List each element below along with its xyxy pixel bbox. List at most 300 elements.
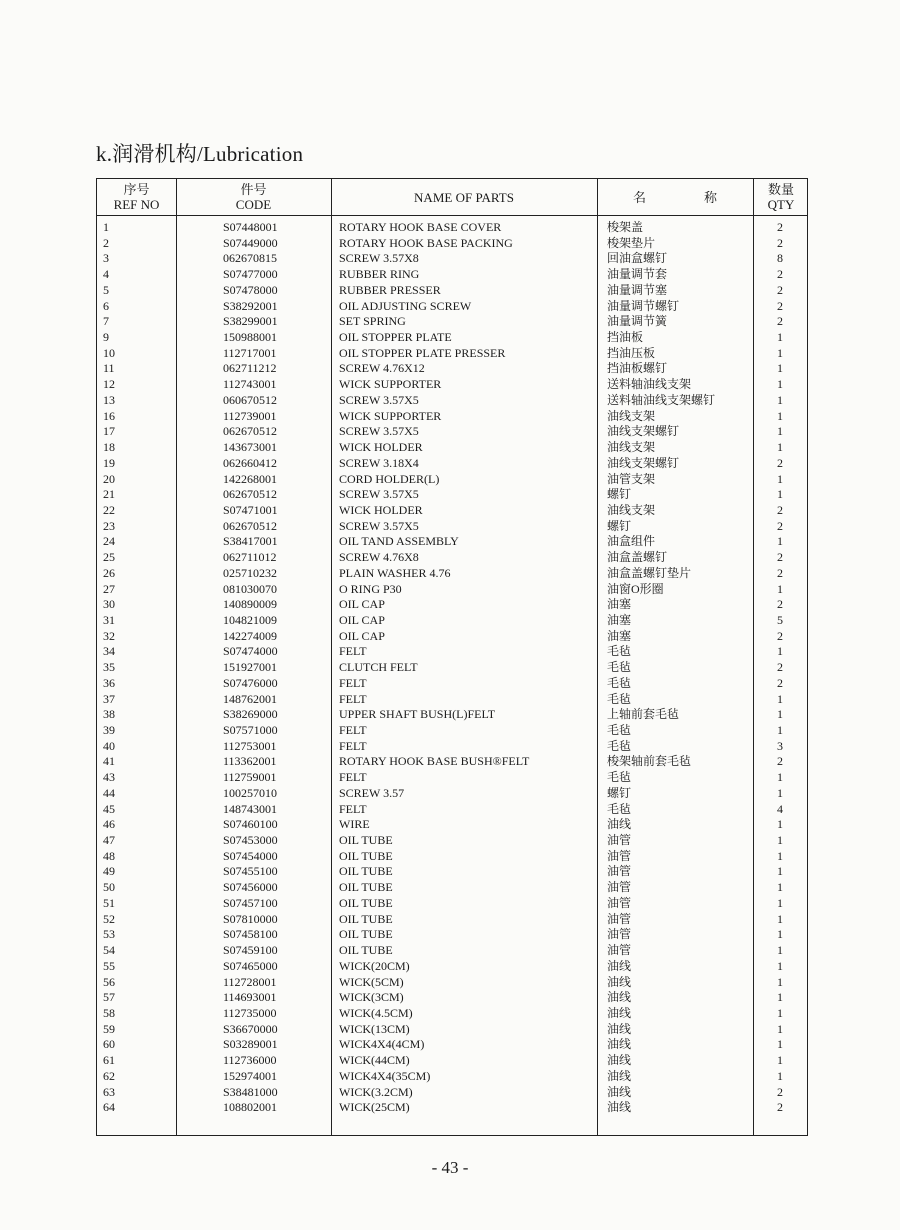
table-row <box>97 959 807 975</box>
part-name-cell: WICK4X4(4CM) <box>339 1037 425 1052</box>
code-cell: 112736000 <box>223 1053 277 1068</box>
part-name-cell: OIL TAND ASSEMBLY <box>339 534 459 549</box>
table-row <box>97 1022 807 1038</box>
code-cell: 113362001 <box>223 754 277 769</box>
chinese-name-cell: 油量调节塞 <box>607 282 668 297</box>
part-name-cell: WICK4X4(35CM) <box>339 1068 431 1083</box>
ref-cell: 43 <box>103 770 115 785</box>
part-name-cell: SCREW 3.57X5 <box>339 392 419 407</box>
qty-cell: 2 <box>777 455 783 470</box>
qty-cell: 1 <box>777 330 783 345</box>
part-name-cell: RUBBER PRESSER <box>339 282 441 297</box>
page-number: - 43 - <box>431 1158 469 1177</box>
table-row <box>97 754 807 770</box>
ref-cell: 63 <box>103 1084 115 1099</box>
qty-cell: 1 <box>777 487 783 502</box>
code-cell: 142268001 <box>223 471 277 486</box>
code-cell: 148743001 <box>223 801 277 816</box>
qty-cell: 2 <box>777 565 783 580</box>
qty-cell: 2 <box>777 754 783 769</box>
chinese-name-cell: 油塞 <box>607 597 632 612</box>
part-name-cell: FELT <box>339 691 367 706</box>
code-cell: S07571000 <box>223 723 278 737</box>
parts-table <box>96 178 808 1136</box>
chinese-name-cell: 送料轴油线支架螺钉 <box>607 392 716 407</box>
chinese-name-cell: 油线 <box>607 958 632 973</box>
qty-cell: 2 <box>777 660 783 675</box>
part-name-cell: FELT <box>339 801 367 816</box>
table-row <box>97 330 807 346</box>
code-cell: S03289001 <box>223 1037 278 1052</box>
part-name-cell: OIL CAP <box>339 628 385 643</box>
table-row <box>97 550 807 566</box>
ref-cell: 22 <box>103 502 115 517</box>
ref-cell: 38 <box>103 707 115 722</box>
ref-cell: 1 <box>103 220 109 234</box>
ref-cell: 10 <box>103 345 115 360</box>
table-row <box>97 692 807 708</box>
part-name-cell: OIL TUBE <box>339 911 393 926</box>
ref-cell: 44 <box>103 785 115 800</box>
code-cell: S07459100 <box>223 943 278 958</box>
table-row <box>97 424 807 440</box>
code-cell: S38481000 <box>223 1084 278 1099</box>
qty-cell: 1 <box>777 392 783 407</box>
chinese-name-cell: 油线 <box>607 1037 632 1052</box>
header-name <box>331 179 597 215</box>
qty-cell: 1 <box>777 785 783 800</box>
chinese-name-cell: 油线 <box>607 1100 632 1115</box>
qty-cell: 1 <box>777 833 783 848</box>
qty-cell: 1 <box>777 691 783 706</box>
ref-cell: 21 <box>103 487 115 502</box>
header-name-en: NAME OF PARTS <box>414 189 514 205</box>
ref-cell: 7 <box>103 314 109 329</box>
part-name-cell: WICK HOLDER <box>339 502 423 517</box>
table-row <box>97 377 807 393</box>
part-name-cell: FELT <box>339 644 367 659</box>
part-name-cell: FELT <box>339 738 367 753</box>
chinese-name-cell: 油塞 <box>607 612 632 627</box>
code-cell: S07456000 <box>223 880 278 895</box>
table-row <box>97 1100 807 1116</box>
chinese-name-cell: 梭架垫片 <box>607 235 656 250</box>
code-cell: S07477000 <box>223 267 278 282</box>
chinese-name-cell: 油量调节簧 <box>607 314 668 329</box>
qty-cell: 2 <box>777 550 783 565</box>
table-row <box>97 770 807 786</box>
code-cell: 112739001 <box>223 408 277 423</box>
part-name-cell: WIRE <box>339 817 370 832</box>
header-qty <box>753 179 809 215</box>
part-name-cell: WICK(20CM) <box>339 958 410 973</box>
code-cell: S07478000 <box>223 282 278 297</box>
ref-cell: 30 <box>103 597 115 612</box>
qty-cell: 2 <box>777 628 783 643</box>
qty-cell: 2 <box>777 314 783 329</box>
part-name-cell: CLUTCH FELT <box>339 660 418 675</box>
header-cn-a: 名 <box>633 189 647 205</box>
ref-cell: 41 <box>103 754 115 769</box>
ref-cell: 48 <box>103 848 115 863</box>
ref-cell: 25 <box>103 550 115 565</box>
ref-cell: 53 <box>103 927 115 942</box>
table-row <box>97 1006 807 1022</box>
qty-cell: 2 <box>777 1084 783 1099</box>
chinese-name-cell: 上轴前套毛毡 <box>607 707 680 722</box>
ref-cell: 3 <box>103 251 109 266</box>
table-row <box>97 896 807 912</box>
table-row <box>97 943 807 959</box>
section-title: k.润滑机构/Lubrication <box>96 142 304 166</box>
part-name-cell: FELT <box>339 770 367 785</box>
code-cell: 062711012 <box>223 550 277 565</box>
chinese-name-cell: 梭架盖 <box>607 220 644 234</box>
code-cell: S07465000 <box>223 958 278 973</box>
code-cell: 143673001 <box>223 440 277 455</box>
part-name-cell: WICK(3CM) <box>339 990 404 1005</box>
ref-cell: 51 <box>103 895 115 910</box>
table-row <box>97 582 807 598</box>
table-row <box>97 802 807 818</box>
part-name-cell: SCREW 3.57X8 <box>339 251 419 266</box>
table-row <box>97 817 807 833</box>
chinese-name-cell: 油管 <box>607 895 632 910</box>
chinese-name-cell: 油管支架 <box>607 471 656 486</box>
ref-cell: 54 <box>103 943 115 958</box>
part-name-cell: OIL TUBE <box>339 880 393 895</box>
code-cell: 151927001 <box>223 660 277 675</box>
code-cell: 112717001 <box>223 345 277 360</box>
code-cell: 062670815 <box>223 251 277 266</box>
ref-cell: 36 <box>103 675 115 690</box>
table-row <box>97 833 807 849</box>
qty-cell: 2 <box>777 282 783 297</box>
chinese-name-cell: 油线支架 <box>607 502 656 517</box>
chinese-name-cell: 油塞 <box>607 628 632 643</box>
chinese-name-cell: 油线 <box>607 1005 632 1020</box>
ref-cell: 35 <box>103 660 115 675</box>
ref-cell: 57 <box>103 990 115 1005</box>
qty-cell: 3 <box>777 738 783 753</box>
table-row <box>97 1085 807 1101</box>
table-row <box>97 912 807 928</box>
ref-cell: 27 <box>103 581 115 596</box>
part-name-cell: ROTARY HOOK BASE BUSH®FELT <box>339 754 530 769</box>
chinese-name-cell: 油管 <box>607 833 632 848</box>
header-cn-b: 称 <box>703 189 717 205</box>
chinese-name-cell: 油量调节螺钉 <box>607 298 680 313</box>
part-name-cell: WICK(44CM) <box>339 1053 410 1068</box>
table-row <box>97 975 807 991</box>
code-cell: 060670512 <box>223 392 277 407</box>
ref-cell: 26 <box>103 565 115 580</box>
ref-cell: 9 <box>103 330 109 345</box>
qty-cell: 1 <box>777 974 783 989</box>
ref-cell: 55 <box>103 958 115 973</box>
code-cell: 062670512 <box>223 518 277 533</box>
table-row <box>97 1053 807 1069</box>
chinese-name-cell: 油管 <box>607 864 632 879</box>
qty-cell: 1 <box>777 723 783 737</box>
chinese-name-cell: 油量调节套 <box>607 267 668 282</box>
header-qty-en: QTY <box>767 197 795 212</box>
qty-cell: 1 <box>777 1005 783 1020</box>
table-row <box>97 487 807 503</box>
chinese-name-cell: 螺钉 <box>607 785 632 800</box>
code-cell: S07453000 <box>223 833 278 848</box>
code-cell: 062660412 <box>223 455 277 470</box>
code-cell: 152974001 <box>223 1068 277 1083</box>
code-cell: S07476000 <box>223 675 278 690</box>
table-row <box>97 299 807 315</box>
part-name-cell: CORD HOLDER(L) <box>339 471 440 486</box>
chinese-name-cell: 回油盒螺钉 <box>607 251 668 266</box>
part-name-cell: PLAIN WASHER 4.76 <box>339 565 451 580</box>
part-name-cell: SET SPRING <box>339 314 406 329</box>
header-cn-name <box>597 179 753 215</box>
code-cell: 081030070 <box>223 581 277 596</box>
header-divider <box>97 215 807 216</box>
ref-cell: 31 <box>103 612 115 627</box>
chinese-name-cell: 梭架轴前套毛毡 <box>607 754 692 769</box>
part-name-cell: OIL TUBE <box>339 864 393 879</box>
code-cell: 150988001 <box>223 330 277 345</box>
table-row <box>97 267 807 283</box>
ref-cell: 17 <box>103 424 115 439</box>
part-name-cell: RUBBER RING <box>339 267 420 282</box>
qty-cell: 1 <box>777 408 783 423</box>
qty-cell: 1 <box>777 707 783 722</box>
chinese-name-cell: 毛毡 <box>607 644 632 659</box>
code-cell: S07474000 <box>223 644 278 659</box>
code-cell: 112743001 <box>223 377 277 392</box>
qty-cell: 1 <box>777 880 783 895</box>
qty-cell: 1 <box>777 990 783 1005</box>
code-cell: S07471001 <box>223 502 278 517</box>
code-cell: 140890009 <box>223 597 277 612</box>
part-name-cell: WICK(5CM) <box>339 974 404 989</box>
code-cell: 025710232 <box>223 565 277 580</box>
chinese-name-cell: 螺钉 <box>607 487 632 502</box>
table-row <box>97 393 807 409</box>
chinese-name-cell: 油线 <box>607 1021 632 1036</box>
ref-cell: 52 <box>103 911 115 926</box>
ref-cell: 40 <box>103 738 115 753</box>
table-row <box>97 660 807 676</box>
table-row <box>97 864 807 880</box>
table-row <box>97 361 807 377</box>
chinese-name-cell: 油管 <box>607 927 632 942</box>
ref-cell: 46 <box>103 817 115 832</box>
part-name-cell: SCREW 3.57 <box>339 785 405 800</box>
table-row <box>97 220 807 236</box>
code-cell: 062711212 <box>223 361 277 376</box>
code-cell: S38269000 <box>223 707 278 722</box>
chinese-name-cell: 油管 <box>607 943 632 958</box>
chinese-name-cell: 油线 <box>607 1053 632 1068</box>
part-name-cell: OIL ADJUSTING SCREW <box>339 298 472 313</box>
chinese-name-cell: 油线 <box>607 1068 632 1083</box>
qty-cell: 1 <box>777 534 783 549</box>
qty-cell: 1 <box>777 817 783 832</box>
part-name-cell: WICK(4.5CM) <box>339 1005 413 1020</box>
table-row <box>97 849 807 865</box>
qty-cell: 1 <box>777 424 783 439</box>
code-cell: 112728001 <box>223 974 277 989</box>
table-row <box>97 880 807 896</box>
table-row <box>97 676 807 692</box>
qty-cell: 4 <box>777 801 783 816</box>
ref-cell: 16 <box>103 408 115 423</box>
chinese-name-cell: 油线支架 <box>607 408 656 423</box>
part-name-cell: OIL TUBE <box>339 848 393 863</box>
chinese-name-cell: 挡油板螺钉 <box>607 361 668 376</box>
table-row <box>97 503 807 519</box>
table-row <box>97 927 807 943</box>
part-name-cell: WICK SUPPORTER <box>339 377 442 392</box>
qty-cell: 1 <box>777 927 783 942</box>
code-cell: 142274009 <box>223 628 277 643</box>
qty-cell: 2 <box>777 675 783 690</box>
table-row <box>97 236 807 252</box>
qty-cell: 1 <box>777 864 783 879</box>
part-name-cell: OIL STOPPER PLATE PRESSER <box>339 345 506 360</box>
table-row <box>97 440 807 456</box>
chinese-name-cell: 螺钉 <box>607 518 632 533</box>
ref-cell: 20 <box>103 471 115 486</box>
table-row <box>97 707 807 723</box>
qty-cell: 2 <box>777 220 783 234</box>
part-name-cell: WICK SUPPORTER <box>339 408 442 423</box>
chinese-name-cell: 油线支架 <box>607 440 656 455</box>
code-cell: 148762001 <box>223 691 277 706</box>
qty-cell: 1 <box>777 770 783 785</box>
part-name-cell: SCREW 4.76X12 <box>339 361 425 376</box>
qty-cell: 2 <box>777 502 783 517</box>
qty-cell: 1 <box>777 943 783 958</box>
ref-cell: 49 <box>103 864 115 879</box>
part-name-cell: FELT <box>339 723 367 737</box>
header-ref-cn: 序号 <box>123 182 150 197</box>
ref-cell: 58 <box>103 1005 115 1020</box>
ref-cell: 34 <box>103 644 115 659</box>
qty-cell: 2 <box>777 298 783 313</box>
qty-cell: 2 <box>777 267 783 282</box>
part-name-cell: SCREW 3.18X4 <box>339 455 419 470</box>
code-cell: S07449000 <box>223 235 278 250</box>
header-code-cn: 件号 <box>240 182 267 197</box>
table-row <box>97 990 807 1006</box>
chinese-name-cell: 油线 <box>607 817 632 832</box>
part-name-cell: WICK(25CM) <box>339 1100 410 1115</box>
ref-cell: 50 <box>103 880 115 895</box>
chinese-name-cell: 油线支架螺钉 <box>607 455 680 470</box>
part-name-cell: OIL CAP <box>339 597 385 612</box>
code-cell: S07448001 <box>223 220 278 234</box>
table-row <box>97 739 807 755</box>
qty-cell: 2 <box>777 235 783 250</box>
qty-cell: 1 <box>777 345 783 360</box>
part-name-cell: OIL TUBE <box>339 895 393 910</box>
chinese-name-cell: 油窗O形圈 <box>607 581 664 596</box>
header-code <box>176 179 331 215</box>
qty-cell: 1 <box>777 440 783 455</box>
header-ref <box>97 179 176 215</box>
part-name-cell: SCREW 3.57X5 <box>339 518 419 533</box>
part-name-cell: WICK(3.2CM) <box>339 1084 413 1099</box>
chinese-name-cell: 挡油板 <box>607 330 644 345</box>
chinese-name-cell: 油盒组件 <box>607 534 656 549</box>
part-name-cell: O RING P30 <box>339 581 402 596</box>
code-cell: S38292001 <box>223 298 278 313</box>
ref-cell: 23 <box>103 518 115 533</box>
qty-cell: 1 <box>777 1068 783 1083</box>
table-row <box>97 597 807 613</box>
part-name-cell: SCREW 4.76X8 <box>339 550 419 565</box>
ref-cell: 18 <box>103 440 115 455</box>
code-cell: S07457100 <box>223 895 278 910</box>
chinese-name-cell: 油管 <box>607 848 632 863</box>
chinese-name-cell: 油管 <box>607 911 632 926</box>
chinese-name-cell: 油管 <box>607 880 632 895</box>
part-name-cell: ROTARY HOOK BASE COVER <box>339 220 502 234</box>
code-cell: 062670512 <box>223 487 277 502</box>
code-cell: S07810000 <box>223 911 278 926</box>
chinese-name-cell: 毛毡 <box>607 691 632 706</box>
code-cell: 112759001 <box>223 770 277 785</box>
ref-cell: 5 <box>103 282 109 297</box>
part-name-cell: OIL TUBE <box>339 943 393 958</box>
chinese-name-cell: 油线支架螺钉 <box>607 424 680 439</box>
chinese-name-cell: 毛毡 <box>607 660 632 675</box>
table-row <box>97 472 807 488</box>
qty-cell: 1 <box>777 1053 783 1068</box>
table-row <box>97 534 807 550</box>
table-row <box>97 346 807 362</box>
part-name-cell: OIL CAP <box>339 612 385 627</box>
code-cell: 100257010 <box>223 785 277 800</box>
qty-cell: 1 <box>777 895 783 910</box>
code-cell: S38417001 <box>223 534 278 549</box>
code-cell: 062670512 <box>223 424 277 439</box>
ref-cell: 13 <box>103 392 115 407</box>
ref-cell: 12 <box>103 377 115 392</box>
ref-cell: 6 <box>103 298 109 313</box>
ref-cell: 45 <box>103 801 115 816</box>
qty-cell: 8 <box>777 251 783 266</box>
qty-cell: 1 <box>777 644 783 659</box>
table-row <box>97 456 807 472</box>
code-cell: 114693001 <box>223 990 277 1005</box>
ref-cell: 56 <box>103 974 115 989</box>
code-cell: 112753001 <box>223 738 277 753</box>
qty-cell: 1 <box>777 848 783 863</box>
table-row <box>97 723 807 739</box>
ref-cell: 4 <box>103 267 109 282</box>
qty-cell: 2 <box>777 597 783 612</box>
qty-cell: 2 <box>777 518 783 533</box>
qty-cell: 1 <box>777 1037 783 1052</box>
qty-cell: 5 <box>777 612 783 627</box>
code-cell: S07460100 <box>223 817 278 832</box>
chinese-name-cell: 油线 <box>607 974 632 989</box>
ref-cell: 60 <box>103 1037 115 1052</box>
chinese-name-cell: 油盒盖螺钉 <box>607 550 668 565</box>
qty-cell: 1 <box>777 361 783 376</box>
part-name-cell: UPPER SHAFT BUSH(L)FELT <box>339 707 496 722</box>
part-name-cell: OIL TUBE <box>339 833 393 848</box>
